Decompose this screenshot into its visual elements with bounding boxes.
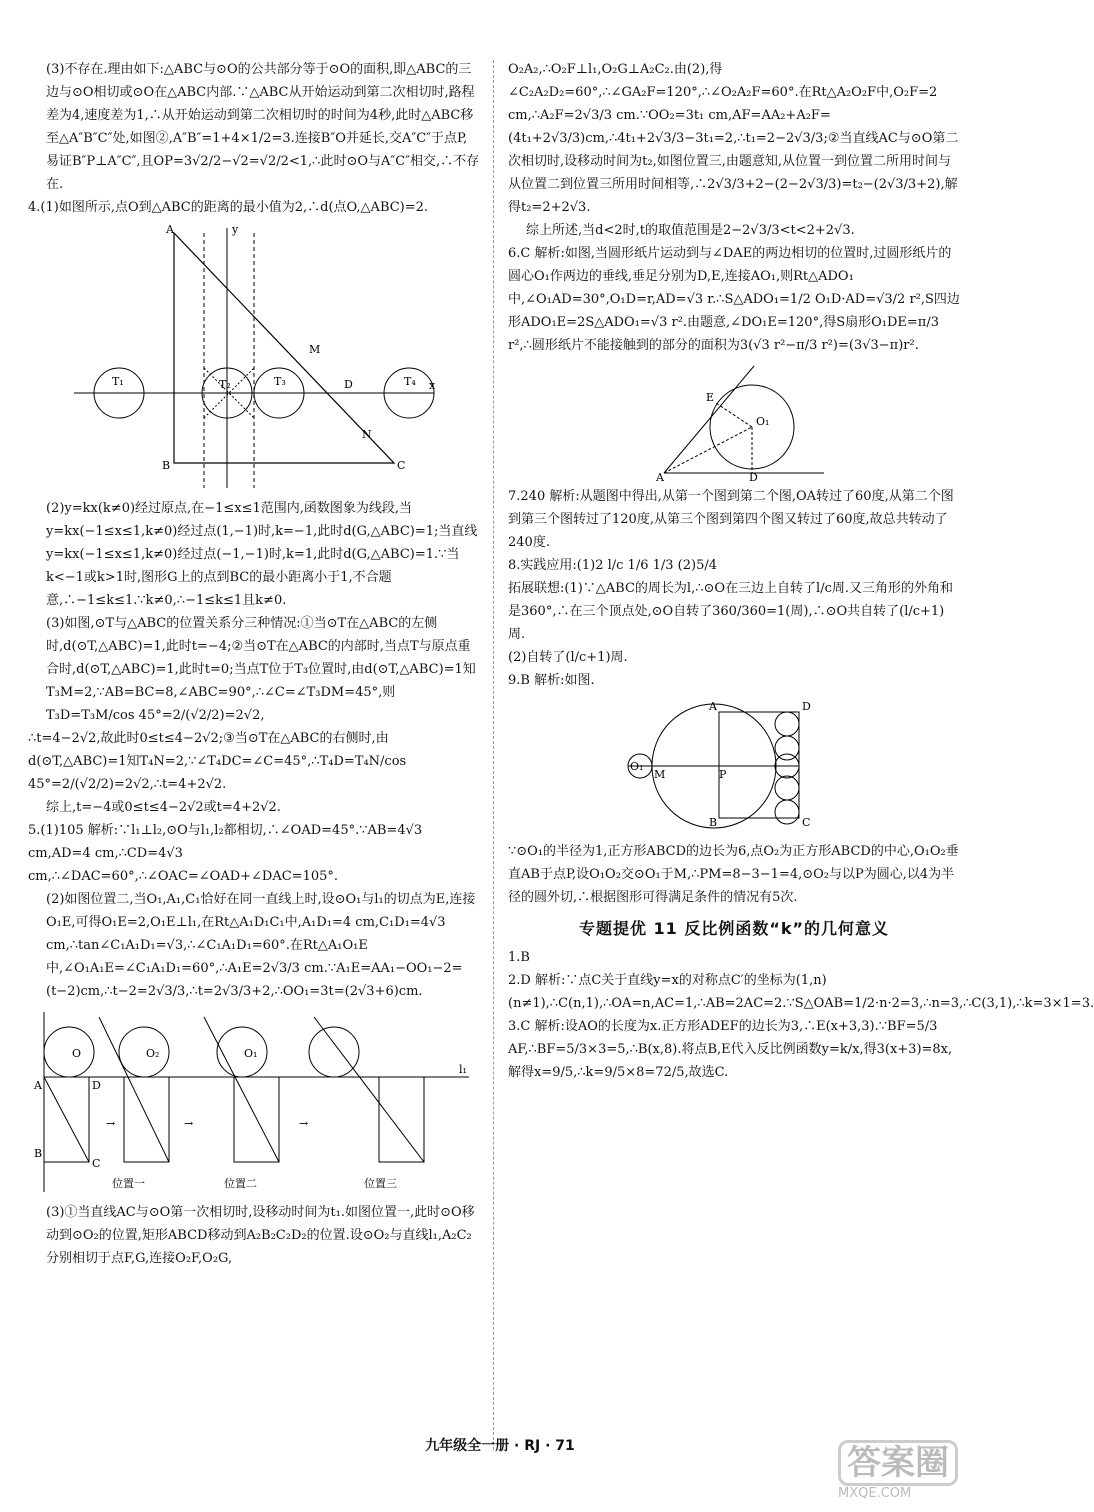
q5-part3: (3)①当直线AC与⊙O第一次相切时,设移动时间为t₁.如图位置一,此时⊙O移动到⊙O₂的位置,矩形ABCD移动到A₂B₂C₂D₂的位置.设⊙O₂与直线l₁,A₂C₂分别相切于点F,G,连接O₂F,O₂G,	[46, 1205, 475, 1266]
answer-3: 3.C 解析:设AO的长度为x.正方形ADEF的边长为3,∴E(x+3,3).∵BF=5/3 AF,∴BF=5/3×3=5,∴B(x,8).将点B,E代入反比例函数y=k/x,得3(x+3)=8x,解得x=9/5,∴k=9/5×8=72/5,故选C.	[508, 1019, 953, 1080]
section-title: 专题提优 11 反比例函数“k”的几何意义	[578, 919, 890, 938]
svg-text:O₁: O₁	[244, 1047, 258, 1060]
rectangle-positions-figure	[34, 1007, 474, 1197]
angle-circle-figure	[634, 361, 834, 484]
svg-text:D: D	[749, 471, 758, 484]
q9-explanation: ∵⊙O₁的半径为1,正方形ABCD的边长为6,点O₂为正方形ABCD的中心,O₁O₂垂直AB于点P,设O₁O₂交⊙O₁于M,∴PM=8−3−1=4,⊙O₂与以P为圆心,以4为半径的圆外切,∴根据图形可得满足条件的情况有5次.	[508, 844, 959, 905]
svg-text:→: →	[184, 1117, 194, 1130]
left-column	[28, 58, 480, 1270]
svg-text:O₁: O₁	[630, 760, 644, 773]
q3-answer: (3)不存在.理由如下:△ABC与⊙O的公共部分等于⊙O的面积,即△ABC的三边与⊙O相切或⊙O在△ABC内部.∵△ABC从开始运动到第二次相切时,路程差为4,速度差为1,∴从开始运动到第二次相切时的时间为4秒,此时△ABC移至△A″B″C″处,如图②,A″B″=1+4×1/2=3.连接B″O并延长,交A″C″于点P,易证B″P⊥A″C″,且OP=3√2/2−√2=√2/2<1,∴此时⊙O与A″C″相交,∴不存在.	[46, 62, 480, 192]
svg-text:D: D	[344, 378, 353, 391]
q5-summary: 综上所述,当d<2时,t的取值范围是2−2√3/3<t<2+2√3.	[526, 223, 855, 238]
svg-text:→: →	[299, 1117, 309, 1130]
svg-text:l₁: l₁	[459, 1063, 467, 1076]
q4-summary: 综上,t=−4或0≤t≤4−2√2或t=4+2√2.	[46, 800, 281, 815]
q4-part3b: ∴t=4−2√2,故此时0≤t≤4−2√2;③当⊙T在△ABC的右侧时,由d(⊙T,△ABC)=1知T₄N=2,∵∠T₄DC=∠C=45°,∴T₄D=T₄N/cos 45°=2/(√2/2)=2√2,∴t=4+2√2.	[28, 731, 407, 792]
watermark-big: 答案圈	[838, 1440, 958, 1486]
triangle-coordinate-figure	[64, 223, 444, 493]
svg-text:B: B	[162, 459, 171, 472]
q8-part3: (2)自转了(l/c+1)周.	[508, 650, 628, 665]
svg-text:C: C	[92, 1157, 101, 1170]
svg-text:M: M	[309, 343, 321, 356]
svg-text:B: B	[34, 1147, 43, 1160]
svg-text:T₂: T₂	[219, 378, 231, 391]
svg-text:O₂: O₂	[146, 1047, 160, 1060]
q4-part3a: (3)如图,⊙T与△ABC的位置关系分三种情况:①当⊙T在△ABC的左侧时,d(⊙T,△ABC)=1,此时t=−4;②当⊙T在△ABC的内部时,当点T与原点重合时,d(⊙T,△ABC)=1,此时t=0;当点T位于T₃位置时,由d(⊙T,△ABC)=1知T₃M=2,∵AB=BC=8,∠ABC=90°,∴∠C=∠T₃DM=45°,则T₃D=T₃M/cos 45°=2/(√2/2)=2√2,	[46, 616, 476, 723]
answer-2: 2.D 解析:∵点C关于直线y=x的对称点C′的坐标为(1,n)(n≠1),∴C(n,1),∴OA=n,AC=1,∴AB=2AC=2.∵S△OAB=1/2·n·2=3,∴n=3,∴C(3,1),∴k=3×1=3.	[508, 973, 1094, 1011]
answer-1: 1.B	[508, 950, 530, 965]
svg-text:O₁: O₁	[756, 415, 770, 428]
svg-text:N: N	[362, 428, 372, 441]
caption-position-1: 位置一	[112, 1177, 145, 1190]
q5-part2: (2)如图位置二,当O₁,A₁,C₁恰好在同一直线上时,设⊙O₁与l₁的切点为E,连接O₁E,可得O₁E=2,O₁E⊥l₁,在Rt△A₁D₁C₁中,A₁D₁=4 cm,C₁D₁=4√3 cm,∴tan∠C₁A₁D₁=√3,∴∠C₁A₁D₁=60°.在Rt△A₁O₁E中,∠O₁A₁E=∠C₁A₁D₁=60°,∴A₁E=2√3/3 cm.∵A₁E=AA₁−OO₁−2=(t−2)cm,∴t−2=2√3/3,∴t=2√3/3+2,∴OO₁=3t=(2√3+6)cm.	[46, 892, 476, 999]
q8-part2: 拓展联想:(1)∵△ABC的周长为l,∴⊙O在三边上自转了l/c周.又三角形的外角和是360°,∴在三个顶点处,⊙O自转了360/360=1(周),∴⊙O共自转了(l/c+1)周.	[508, 581, 953, 642]
svg-text:T₄: T₄	[404, 375, 416, 388]
column-divider	[493, 60, 494, 1450]
svg-text:x: x	[429, 379, 436, 392]
square-circles-figure	[624, 696, 844, 836]
svg-text:E: E	[706, 391, 715, 404]
caption-position-3: 位置三	[364, 1177, 397, 1190]
svg-text:P: P	[719, 768, 727, 781]
svg-text:A: A	[34, 1079, 42, 1092]
q4-part2: (2)y=kx(k≠0)经过原点,在−1≤x≤1范围内,函数图象为线段,当y=kx(−1≤x≤1,k≠0)经过点(1,−1)时,k=−1,此时d(G,△ABC)=1;当直线y=kx(−1≤x≤1,k≠0)经过点(−1,−1)时,k=1,此时d(G,△ABC)=1.∵当k<−1或k>1时,图形G上的点到BC的最小距离小于1,不合题意,∴−1≤k≤1.∵k≠0,∴−1≤k≤1且k≠0.	[46, 501, 478, 608]
svg-text:y: y	[232, 223, 239, 236]
svg-text:A: A	[709, 700, 717, 713]
q5-continued: O₂A₂,∴O₂F⊥l₁,O₂G⊥A₂C₂.由(2),得∠C₂A₂D₂=60°,∴∠GA₂F=120°,∴∠O₂A₂F=60°.在Rt△A₂O₂F中,O₂F=2 cm,∴A₂F=2√3/3 cm.∵OO₂=3t₁ cm,AF=AA₂+A₂F=(4t₁+2√3/3)cm,∴4t₁+2√3/3−3t₁=2,∴t₁=2−2√3/3;②当直线AC与⊙O第二次相切时,设移动时间为t₂,如图位置三,由题意知,从位置一到位置二所用时间与从位置二到位置三所用时间相等,∴2√3/3+2−(2−2√3/3)=t₂−(2√3/3+2),解得t₂=2+2√3.	[508, 62, 959, 215]
q9-answer: 9.B 解析:如图.	[508, 673, 595, 688]
svg-text:O: O	[72, 1047, 82, 1060]
svg-text:B: B	[709, 816, 718, 829]
svg-text:A: A	[166, 223, 174, 236]
page-footer: 九年级全一册 · RJ · 71	[425, 1438, 575, 1454]
svg-text:C: C	[397, 459, 406, 472]
svg-text:T₁: T₁	[112, 375, 124, 388]
svg-text:M: M	[654, 768, 666, 781]
svg-text:C: C	[802, 816, 811, 829]
svg-text:D: D	[92, 1079, 101, 1092]
q8-part1: 8.实践应用:(1)2 l/c 1/6 1/3 (2)5/4	[508, 558, 717, 573]
watermark-logo	[838, 1440, 988, 1506]
svg-text:→: →	[106, 1117, 116, 1130]
svg-text:A: A	[656, 471, 664, 484]
watermark-small: MXQE.COM	[838, 1486, 912, 1501]
q4-part1: 4.(1)如图所示,点O到△ABC的距离的最小值为2,∴d(点O,△ABC)=2.	[28, 200, 429, 215]
q7-answer: 7.240 解析:从题图中得出,从第一个图到第二个图,OA转过了60度,从第二个图到第三个图转过了120度,从第三个图到第四个图又转过了60度,故总共转动了240度.	[508, 489, 954, 550]
right-column	[508, 58, 1094, 1084]
svg-text:D: D	[802, 700, 811, 713]
q5-part1: 5.(1)105 解析:∵l₁⊥l₂,⊙O与l₁,l₂都相切,∴∠OAD=45°.∵AB=4√3 cm,AD=4 cm,∴CD=4√3 cm,∴∠DAC=60°,∴∠OAC=∠OAD+∠DAC=105°.	[28, 823, 423, 884]
q6-answer: 6.C 解析:如图,当圆形纸片运动到与∠DAE的两边相切的位置时,过圆形纸片的圆心O₁作两边的垂线,垂足分别为D,E,连接AO₁,则Rt△ADO₁中,∠O₁AD=30°,O₁D=r,AD=√3 r.∴S△ADO₁=1/2 O₁D·AD=√3/2 r²,S四边形ADO₁E=2S△ADO₁=√3 r².由题意,∠DO₁E=120°,得S扇形O₁DE=π/3 r²,∴圆形纸片不能接触到的部分的面积为3(√3 r²−π/3 r²)=(3√3−π)r².	[508, 246, 960, 353]
caption-position-2: 位置二	[224, 1177, 257, 1190]
svg-text:T₃: T₃	[274, 375, 286, 388]
